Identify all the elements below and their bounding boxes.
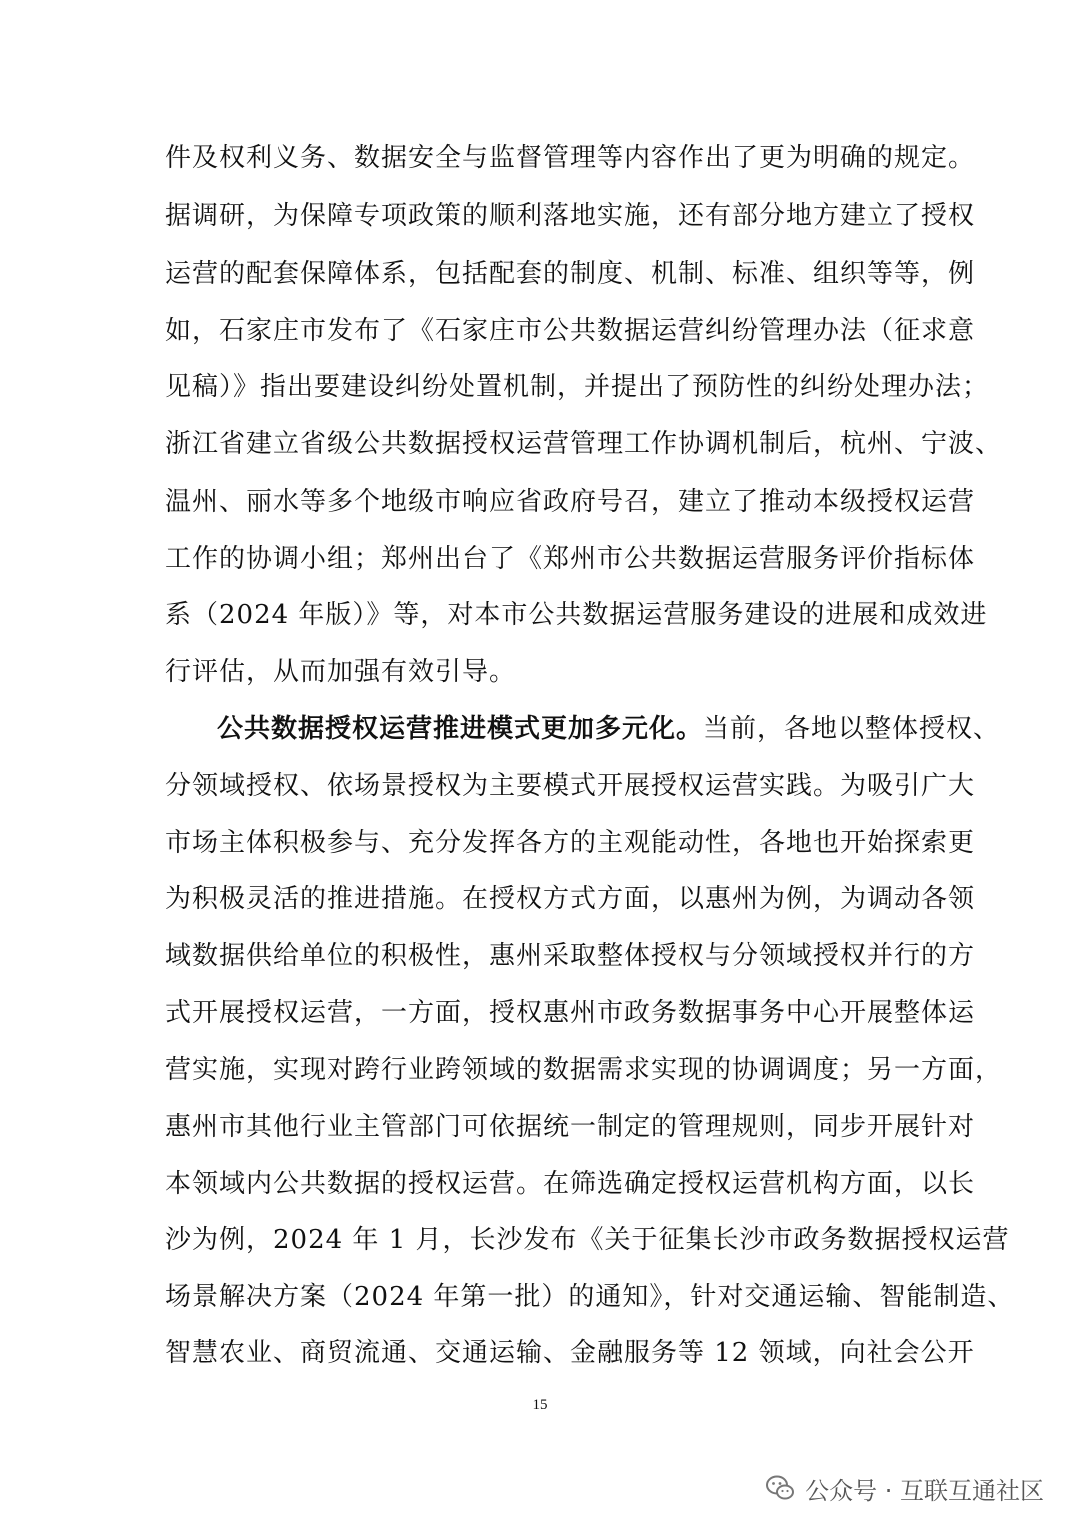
text-line: 工作的协调小组；郑州出台了《郑州市公共数据运营服务评价指标体 [165, 544, 976, 574]
text-line: 营实施，实现对跨行业跨领域的数据需求实现的协调调度；另一方面， [165, 1055, 1003, 1085]
text-line: 温州、丽水等多个地级市响应省政府号召，建立了推动本级授权运营 [165, 487, 976, 517]
text-line: 沙为例，2024 年 1 月，长沙发布《关于征集长沙市政务数据授权运营 [165, 1225, 1010, 1255]
text-line: 行评估，从而加强有效引导。 [165, 657, 517, 687]
text-line: 见稿）》指出要建设纠纷处置机制，并提出了预防性的纠纷处理办法； [165, 372, 990, 402]
watermark-text: 公众号 · 互联互通社区 [805, 1476, 1044, 1505]
paragraph-2-first-line [217, 709, 1001, 749]
text-line: 浙江省建立省级公共数据授权运营管理工作协调机制后，杭州、宁波、 [165, 429, 1003, 459]
text-line: 惠州市其他行业主管部门可依据统一制定的管理规则，同步开展针对 [165, 1112, 976, 1142]
text-line: 系（2024 年版）》等，对本市公共数据运营服务建设的进展和成效进 [165, 600, 988, 630]
wechat-icon [765, 1474, 795, 1502]
text-line: 域数据供给单位的积极性，惠州采取整体授权与分领域授权并行的方 [165, 941, 976, 971]
text-line: 分领域授权、依场景授权为主要模式开展授权运营实践。为吸引广大 [165, 771, 976, 801]
paragraph-heading: 公共数据授权运营推进模式更加多元化。 [217, 714, 704, 744]
text-line: 运营的配套保障体系，包括配套的制度、机制、标准、组织等等，例 [165, 259, 976, 289]
text-line: 智慧农业、商贸流通、交通运输、金融服务等 12 领域，向社会公开 [165, 1338, 975, 1368]
text-line: 件及权利义务、数据安全与监督管理等内容作出了更为明确的规定。 [165, 143, 976, 173]
text-line: 场景解决方案（2024 年第一批）的通知》，针对交通运输、智能制造、 [165, 1282, 1015, 1312]
text-line: 据调研，为保障专项政策的顺利落地实施，还有部分地方建立了授权 [165, 201, 976, 231]
text-line: 式开展授权运营，一方面，授权惠州市政务数据事务中心开展整体运 [165, 998, 976, 1028]
text-line: 本领域内公共数据的授权运营。在筛选确定授权运营机构方面，以长 [165, 1169, 976, 1199]
text-line: 市场主体积极参与、充分发挥各方的主观能动性，各地也开始探索更 [165, 828, 976, 858]
page-number: 15 [532, 1397, 548, 1413]
heading-line-rest: 当前，各地以整体授权、 [703, 714, 1001, 744]
watermark [765, 1468, 1044, 1508]
text-line: 如，石家庄市发布了《石家庄市公共数据运营纠纷管理办法（征求意 [165, 316, 976, 346]
text-line: 为积极灵活的推进措施。在授权方式方面，以惠州为例，为调动各领 [165, 884, 976, 914]
